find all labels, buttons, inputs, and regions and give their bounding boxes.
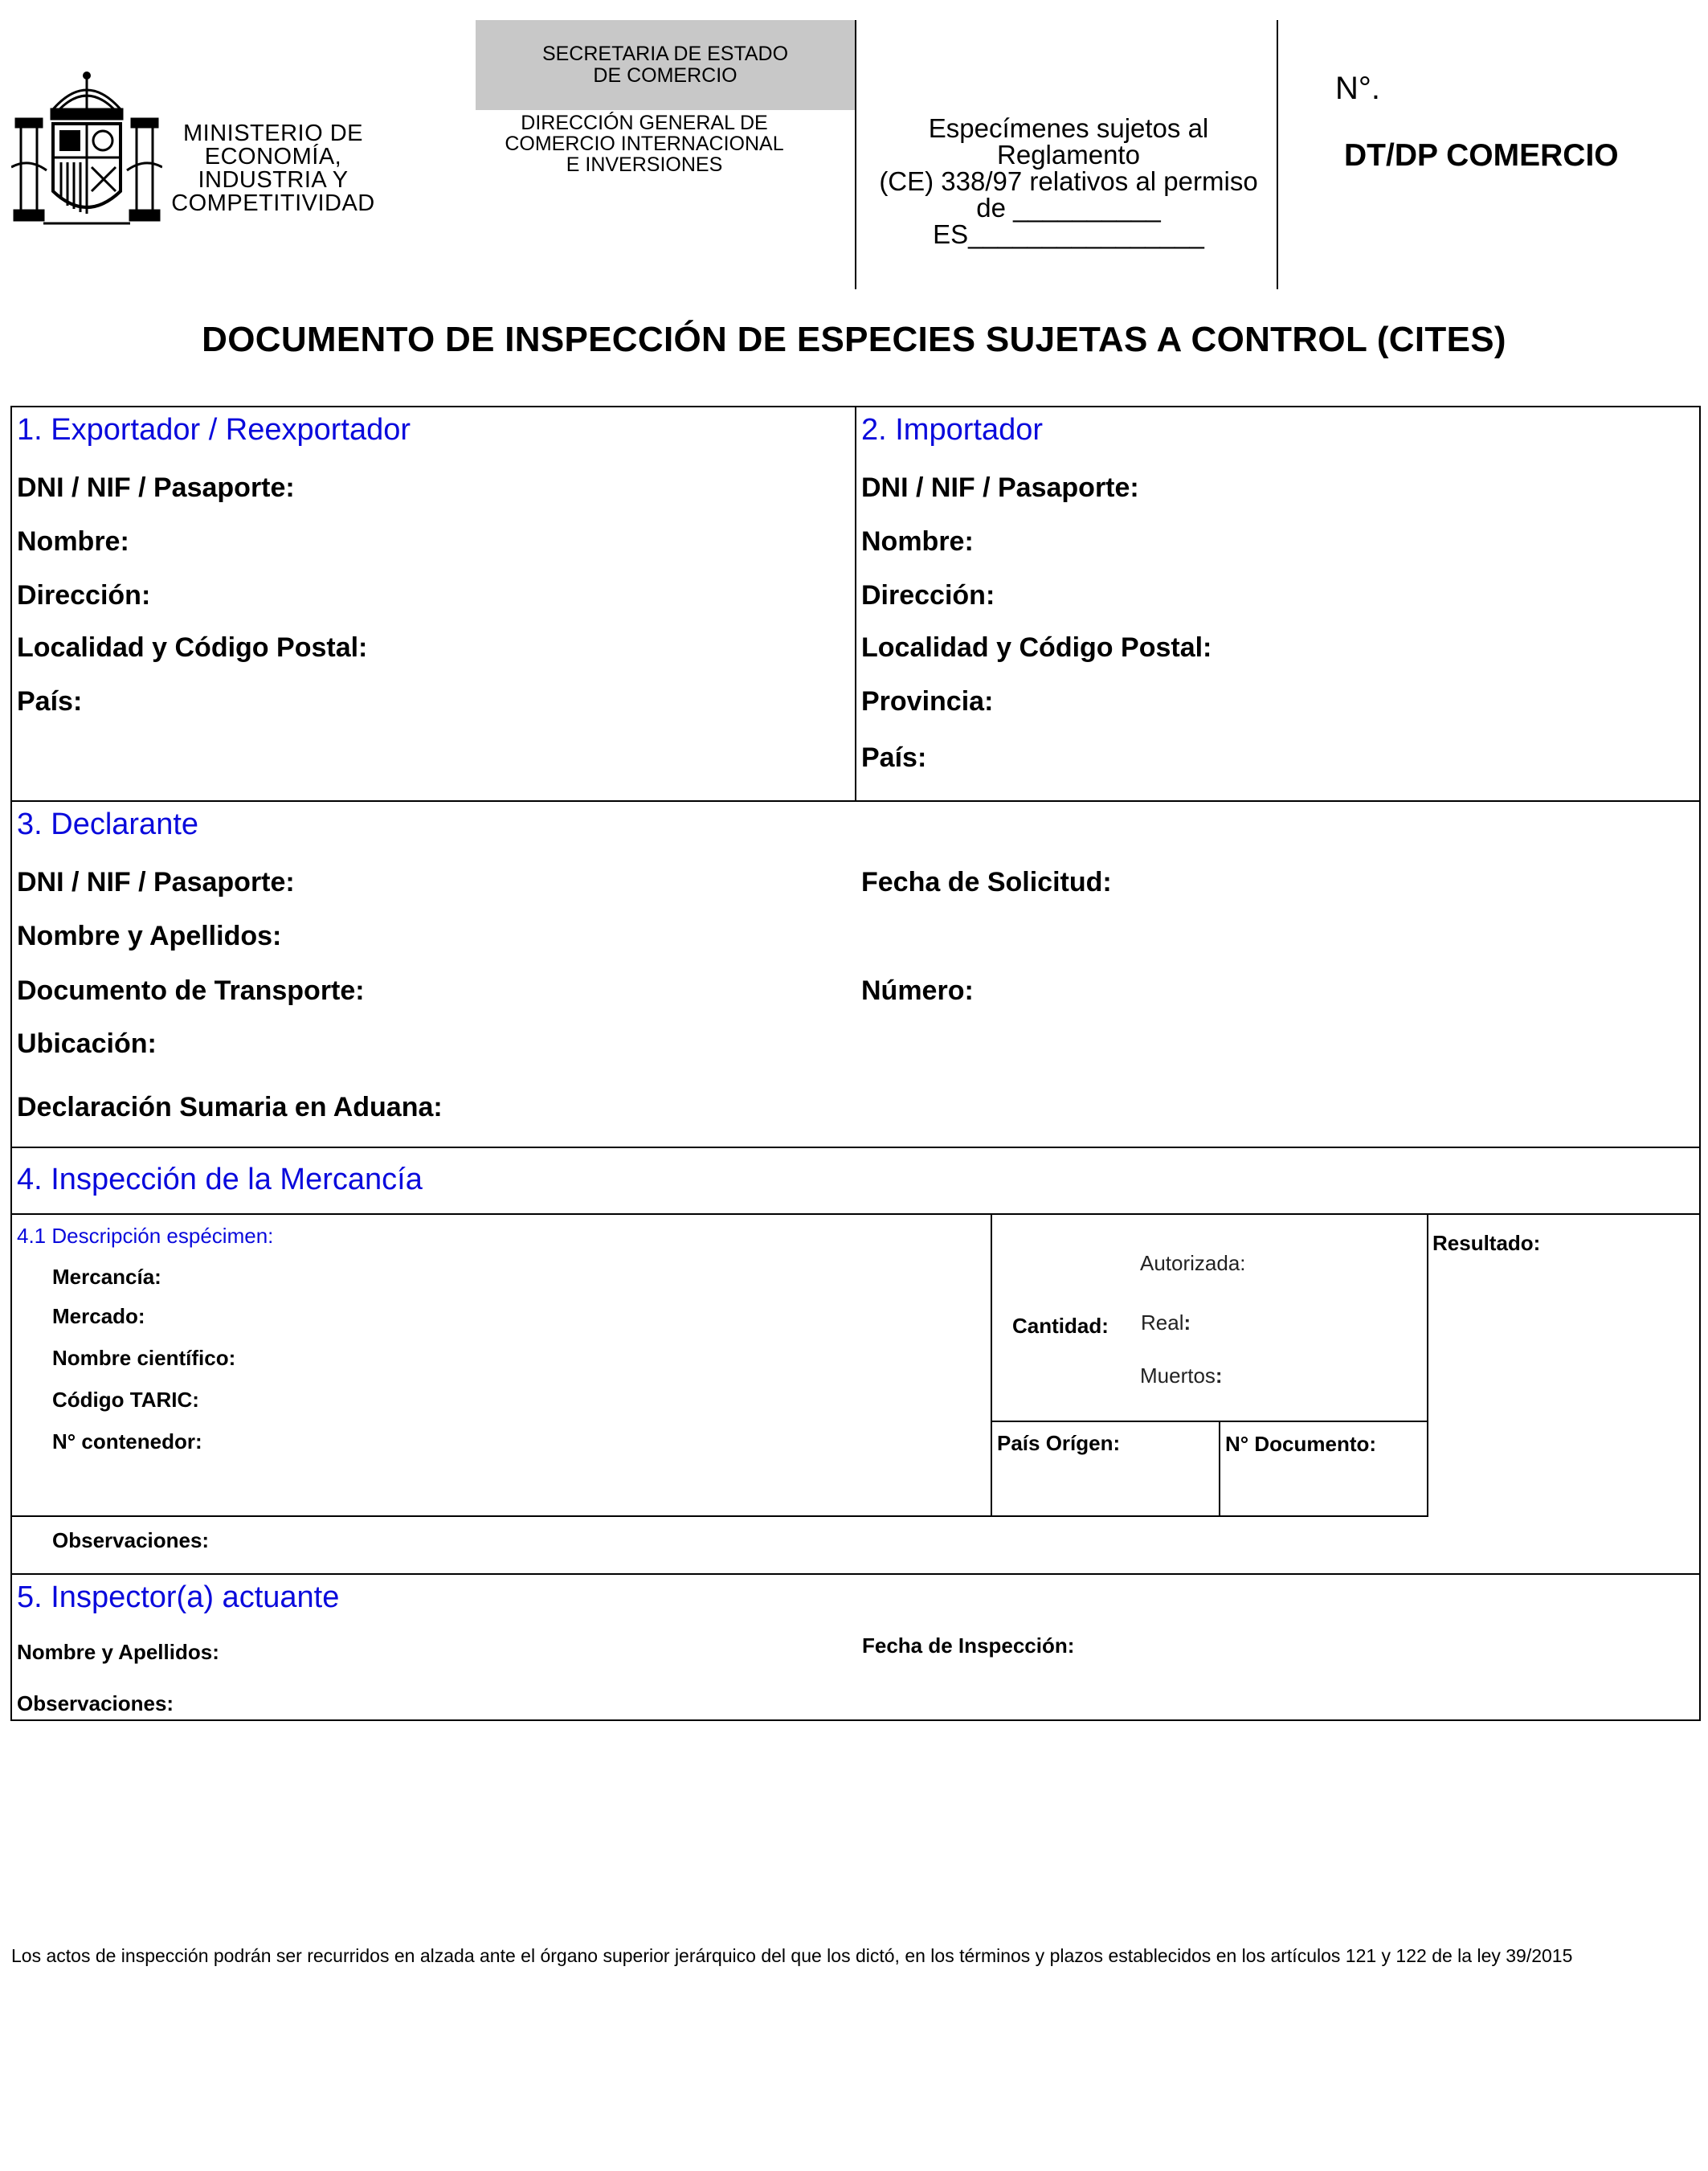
inspector-fecha-label: Fecha de Inspección:: [862, 1633, 1075, 1658]
coat-of-arms-logo: [11, 71, 162, 238]
cantidad-label: Cantidad:: [1012, 1314, 1109, 1338]
header-divider: [855, 20, 856, 289]
description-bottom-line: [10, 1515, 992, 1517]
especimenes-text: [864, 115, 1273, 247]
header-divider: [1277, 20, 1278, 289]
numero-label: N°.: [1335, 71, 1380, 106]
section-4-title: 4. Inspección de la Mercancía: [17, 1163, 423, 1196]
importador-field-label: Localidad y Código Postal:: [861, 632, 1212, 663]
direccion-line: E INVERSIONES: [566, 153, 723, 176]
ministry-name: [169, 122, 378, 215]
exportador-field-label: Nombre:: [17, 526, 129, 557]
ministry-line: INDUSTRIA Y: [198, 167, 349, 193]
pais-origen-label: País Orígen:: [997, 1431, 1121, 1455]
n-documento-label: N° Documento:: [1225, 1432, 1377, 1456]
descripcion-field-label: N° contenedor:: [52, 1429, 202, 1453]
resultado-label: Resultado:: [1432, 1231, 1541, 1255]
secretaria-line: DE COMERCIO: [593, 64, 738, 87]
declarante-right-label: Número:: [861, 975, 974, 1006]
declarante-field-label: Declaración Sumaria en Aduana:: [17, 1092, 443, 1122]
secretaria-line: SECRETARIA DE ESTADO: [541, 43, 789, 65]
cantidad-muertos-colon: :: [1215, 1364, 1223, 1388]
subsection-4-1-title: 4.1 Descripción espécimen:: [17, 1224, 274, 1248]
especimenes-line: ES________________: [933, 219, 1204, 249]
section-5-title: 5. Inspector(a) actuante: [17, 1580, 340, 1614]
section-2-title: 2. Importador: [861, 413, 1043, 447]
direccion-line: DIRECCIÓN GENERAL DE: [521, 112, 768, 134]
inspector-observaciones-label: Observaciones:: [17, 1691, 174, 1715]
direccion-line: COMERCIO INTERNACIONAL: [505, 133, 784, 155]
declarante-field-label: Ubicación:: [17, 1028, 157, 1059]
especimenes-line: de __________: [976, 193, 1161, 223]
exportador-field-label: DNI / NIF / Pasaporte:: [17, 472, 295, 503]
cantidad-real-colon: :: [1183, 1310, 1191, 1335]
descripcion-field-label: Mercancía:: [52, 1265, 161, 1289]
dtdp-label: DT/DP COMERCIO: [1344, 138, 1619, 173]
cantidad-muertos-text: Muertos: [1140, 1364, 1216, 1388]
footer-note: Los actos de inspección podrán ser recurridos en alzada ante el órgano superior jerárquico del que los dictó, en los términos y plazos establecidos en los artículos 121 y 122 de la ley 39/2015: [11, 1945, 1573, 1966]
especimenes-line: (CE) 338/97 relativos al permiso: [879, 166, 1258, 196]
descripcion-field-label: Nombre científico:: [52, 1346, 236, 1370]
declarante-field-label: Documento de Transporte:: [17, 975, 365, 1006]
secretaria-text: [476, 43, 855, 87]
coat-of-arms-icon: [11, 71, 162, 238]
direccion-general-text: [476, 112, 813, 175]
importador-field-label: País:: [861, 742, 927, 773]
ministry-line: MINISTERIO DE: [182, 121, 363, 146]
document-title: DOCUMENTO DE INSPECCIÓN DE ESPECIES SUJETAS A CONTROL (CITES): [202, 320, 1506, 359]
section-3-title: 3. Declarante: [17, 807, 199, 841]
declarante-field-label: Nombre y Apellidos:: [17, 921, 282, 951]
observaciones-label: Observaciones:: [52, 1528, 210, 1552]
declarante-right-label: Fecha de Solicitud:: [861, 867, 1112, 897]
inspector-nombre-label: Nombre y Apellidos:: [17, 1640, 219, 1664]
cantidad-autorizada-label: Autorizada:: [1140, 1251, 1246, 1275]
descripcion-field-label: Mercado:: [52, 1304, 145, 1328]
section-4-body-box: [10, 1213, 1701, 1575]
exportador-field-label: País:: [17, 686, 83, 717]
importador-field-label: Provincia:: [861, 686, 994, 717]
ministry-line: COMPETITIVIDAD: [171, 190, 375, 216]
importador-field-label: Nombre:: [861, 526, 974, 557]
exportador-field-label: Localidad y Código Postal:: [17, 632, 368, 663]
cantidad-muertos-label: [1140, 1364, 1223, 1388]
ministry-line: ECONOMÍA,: [204, 144, 342, 170]
importador-field-label: Dirección:: [861, 580, 995, 611]
declarante-field-label: DNI / NIF / Pasaporte:: [17, 867, 295, 897]
cantidad-real-label: [1141, 1310, 1191, 1335]
importador-field-label: DNI / NIF / Pasaporte:: [861, 472, 1139, 503]
cantidad-real-text: Real: [1141, 1310, 1184, 1335]
descripcion-field-label: Código TARIC:: [52, 1388, 199, 1412]
especimenes-line: Especímenes sujetos al: [928, 113, 1209, 143]
exportador-field-label: Dirección:: [17, 580, 151, 611]
especimenes-line: Reglamento: [997, 140, 1140, 170]
section-1-title: 1. Exportador / Reexportador: [17, 413, 411, 447]
